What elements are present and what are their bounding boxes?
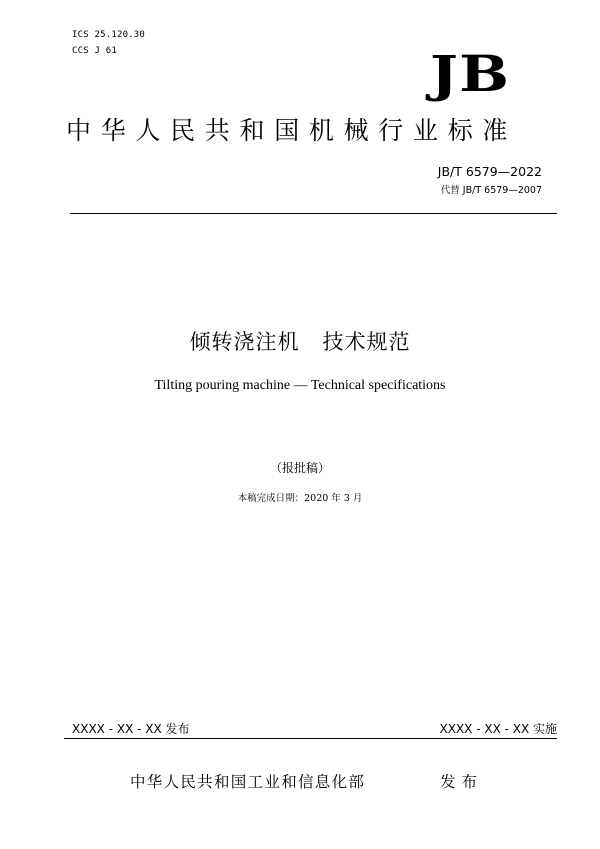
draft-status: （报批稿） (269, 461, 330, 475)
standard-category-title: 中华人民共和国机械行业标准 (66, 116, 518, 145)
top-divider (70, 213, 557, 214)
standard-number: JB/T 6579—2022 (437, 164, 542, 179)
jb-logo: JB (430, 44, 511, 103)
issue-date: XXXX - XX - XX 发布 (72, 722, 190, 736)
implementation-date: XXXX - XX - XX 实施 (439, 722, 557, 736)
document-title-cn: 倾转浇注机 技术规范 (189, 330, 411, 354)
bottom-divider (64, 738, 557, 739)
document-title-en: Tilting pouring machine — Technical specifications (154, 378, 446, 393)
ccs-code: CCS J 61 (72, 46, 117, 56)
ics-code: ICS 25.120.30 (72, 30, 146, 40)
issuing-authority-suffix: 发布 (440, 773, 484, 791)
replaces-standard: 代替 JB/T 6579—2007 (440, 185, 542, 196)
completion-date: 本稿完成日期：2020 年 3 月 (237, 493, 363, 504)
issuing-authority: 中华人民共和国工业和信息化部 (130, 773, 366, 791)
